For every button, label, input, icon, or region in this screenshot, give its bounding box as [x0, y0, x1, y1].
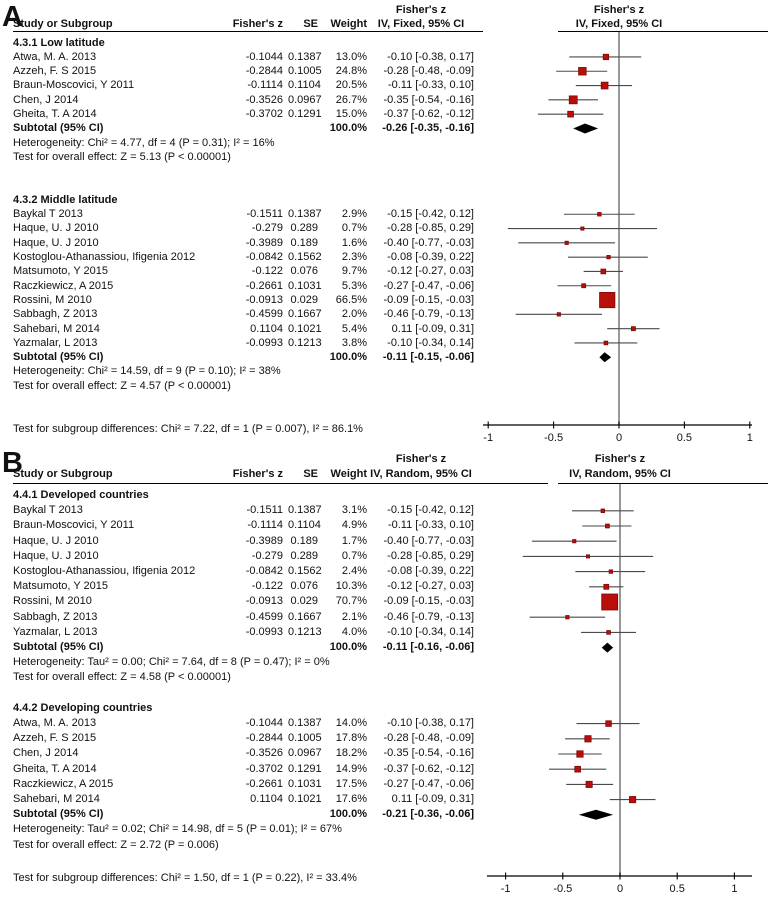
study-ci-text: -0.46 [-0.79, -0.13]	[383, 308, 474, 321]
study-ci-text: -0.37 [-0.62, -0.12]	[383, 108, 474, 120]
overall-effect-test-text: Test for overall effect: Z = 5.13 (P < 0.00001)	[13, 150, 231, 163]
study-row	[0, 336, 768, 350]
subtotal-row	[0, 121, 768, 135]
study-name: Raczkiewicz, A 2015	[13, 777, 114, 790]
study-row	[0, 746, 768, 761]
study-se-value: 0.189	[290, 236, 318, 249]
column-header-se: SE	[303, 18, 318, 30]
study-se-value: 0.029	[290, 595, 318, 608]
study-effect-value: -0.122	[251, 580, 283, 593]
column-header-study: Study or Subgroup	[13, 18, 113, 30]
x-axis-tick-label: -1	[500, 883, 511, 895]
effect-header-plot: Fisher's z	[593, 4, 645, 16]
study-ci-text: -0.35 [-0.54, -0.16]	[383, 93, 474, 106]
study-se-value: 0.1005	[288, 65, 322, 78]
study-weight-value: 9.7%	[341, 265, 367, 278]
study-name: Sahebari, M 2014	[13, 793, 100, 805]
study-ci-text: -0.27 [-0.47, -0.06]	[383, 777, 474, 790]
study-weight-value: 0.7%	[341, 549, 367, 562]
study-effect-value: -0.3526	[245, 93, 283, 106]
study-name: Baykal T 2013	[13, 504, 83, 517]
study-ci-text: 0.11 [-0.09, 0.31]	[391, 322, 474, 335]
test-row	[0, 670, 768, 685]
study-row	[0, 78, 768, 92]
study-row	[0, 503, 768, 518]
study-se-value: 0.1021	[288, 793, 322, 805]
study-ci-text: -0.11 [-0.33, 0.10]	[387, 519, 474, 532]
column-header-method-stats: IV, Fixed, 95% CI	[377, 18, 465, 30]
study-se-value: 0.1387	[288, 504, 322, 517]
study-row	[0, 716, 768, 731]
subtotal-weight-value: 100.0%	[329, 122, 367, 135]
study-se-value: 0.1667	[288, 610, 322, 623]
subgroup-differences-text: Test for subgroup differences: Chi² = 7.22, df = 1 (P = 0.007), I² = 86.1%	[13, 423, 363, 435]
study-se-value: 0.1387	[288, 50, 322, 63]
study-weight-value: 13.0%	[335, 50, 367, 63]
study-row	[0, 518, 768, 533]
study-weight-value: 5.4%	[341, 322, 367, 335]
study-se-value: 0.1021	[288, 322, 322, 335]
study-se-value: 0.1387	[288, 208, 322, 221]
study-name: Braun-Moscovici, Y 2011	[13, 79, 135, 92]
study-ci-text: -0.09 [-0.15, -0.03]	[383, 293, 474, 306]
subtotal-row	[0, 350, 768, 364]
study-se-value: 0.189	[290, 534, 318, 547]
study-name: Gheita, T. A 2014	[13, 108, 97, 120]
subgroup-title: 4.4.2 Developing countries	[13, 701, 153, 714]
test-row	[0, 838, 768, 853]
study-name: Rossini, M 2010	[13, 293, 92, 306]
subtotal-row	[0, 640, 768, 655]
header-underline-left	[13, 31, 483, 32]
subgroup-differences-row	[0, 871, 768, 885]
study-se-value: 0.1213	[288, 625, 322, 638]
study-name: Rossini, M 2010	[13, 595, 92, 608]
study-se-value: 0.0967	[288, 93, 322, 106]
study-weight-value: 66.5%	[335, 293, 367, 306]
study-se-value: 0.1291	[288, 762, 322, 775]
column-header-effect: Fisher's z	[232, 18, 283, 30]
study-se-value: 0.1031	[288, 279, 322, 292]
panel-label-a: A	[2, 1, 23, 33]
study-effect-value: -0.279	[251, 549, 283, 562]
header-underline-plot	[558, 31, 768, 32]
x-axis-tick-label: -0.5	[553, 883, 573, 895]
study-name: Sahebari, M 2014	[13, 322, 100, 335]
subtotal-label: Subtotal (95% CI)	[13, 641, 104, 653]
study-effect-value: -0.1044	[245, 717, 283, 729]
column-header-se: SE	[303, 468, 318, 480]
study-effect-value: -0.279	[251, 222, 283, 235]
study-weight-value: 17.8%	[335, 732, 367, 745]
effect-header-stats: Fisher's z	[395, 453, 447, 465]
study-row	[0, 221, 768, 235]
study-weight-value: 26.7%	[335, 93, 367, 106]
heterogeneity-text: Heterogeneity: Chi² = 4.77, df = 4 (P = 0.31); I² = 16%	[13, 136, 275, 149]
study-row	[0, 579, 768, 594]
study-row	[0, 322, 768, 336]
subgroup-title: 4.3.2 Middle latitude	[13, 193, 118, 206]
study-row	[0, 264, 768, 278]
subtotal-weight-value: 100.0%	[329, 351, 367, 364]
study-effect-value: -0.1114	[247, 79, 283, 92]
study-row	[0, 549, 768, 564]
study-name: Kostoglou-Athanassiou, Ifigenia 2012	[13, 565, 196, 577]
study-weight-value: 15.0%	[335, 108, 367, 120]
study-ci-text: -0.28 [-0.48, -0.09]	[383, 65, 474, 78]
study-ci-text: -0.08 [-0.39, 0.22]	[387, 251, 474, 263]
x-axis-tick-label: 0.5	[676, 432, 693, 444]
study-effect-value: -0.2844	[245, 65, 283, 78]
study-name: Raczkiewicz, A 2015	[13, 279, 114, 292]
study-se-value: 0.1104	[288, 519, 321, 532]
study-weight-value: 17.6%	[335, 793, 367, 805]
subtotal-weight-value: 100.0%	[329, 641, 367, 653]
study-row	[0, 792, 768, 807]
study-name: Yazmalar, L 2013	[13, 336, 98, 349]
study-se-value: 0.076	[290, 580, 318, 593]
study-name: Matsumoto, Y 2015	[13, 265, 108, 278]
study-effect-value: -0.2661	[245, 279, 283, 292]
study-name: Haque, U. J 2010	[13, 534, 99, 547]
study-ci-text: -0.40 [-0.77, -0.03]	[383, 534, 474, 547]
study-weight-value: 20.5%	[335, 79, 367, 92]
study-row	[0, 564, 768, 579]
study-ci-text: -0.12 [-0.27, 0.03]	[387, 265, 474, 278]
study-row	[0, 250, 768, 264]
column-header-study: Study or Subgroup	[13, 468, 113, 480]
study-ci-text: -0.35 [-0.54, -0.16]	[383, 747, 474, 760]
het-row	[0, 655, 768, 670]
study-se-value: 0.1213	[288, 336, 322, 349]
study-ci-text: -0.10 [-0.38, 0.17]	[387, 50, 474, 63]
study-effect-value: -0.3526	[245, 747, 283, 760]
study-row	[0, 64, 768, 78]
study-se-value: 0.1005	[288, 732, 322, 745]
effect-header-plot: Fisher's z	[594, 453, 646, 465]
study-name: Haque, U. J 2010	[13, 222, 99, 235]
study-row	[0, 534, 768, 549]
study-weight-value: 1.7%	[341, 534, 367, 547]
subtotal-label: Subtotal (95% CI)	[13, 351, 104, 364]
study-row	[0, 279, 768, 293]
study-ci-text: -0.27 [-0.47, -0.06]	[383, 279, 474, 292]
study-weight-value: 2.1%	[341, 610, 367, 623]
study-ci-text: -0.08 [-0.39, 0.22]	[387, 565, 474, 577]
study-weight-value: 10.3%	[335, 580, 367, 593]
study-ci-text: -0.40 [-0.77, -0.03]	[383, 236, 474, 249]
study-weight-value: 1.6%	[341, 236, 367, 249]
het-row	[0, 364, 768, 378]
header-underline-left	[13, 483, 548, 484]
study-ci-text: -0.10 [-0.34, 0.14]	[387, 625, 474, 638]
study-name: Haque, U. J 2010	[13, 549, 99, 562]
study-weight-value: 4.0%	[341, 625, 367, 638]
overall-effect-test-text: Test for overall effect: Z = 4.57 (P < 0.00001)	[13, 379, 231, 392]
column-header-method-stats: IV, Random, 95% CI	[370, 468, 472, 480]
subtotal-weight-value: 100.0%	[329, 808, 367, 821]
study-weight-value: 2.9%	[341, 208, 367, 221]
study-row	[0, 594, 768, 609]
study-effect-value: -0.4599	[245, 610, 283, 623]
sec-row	[0, 36, 768, 50]
subgroup-differences-row	[0, 422, 768, 436]
study-effect-value: -0.4599	[245, 308, 283, 321]
study-effect-value: -0.0842	[245, 251, 283, 263]
study-name: Chen, J 2014	[13, 93, 79, 106]
study-effect-value: -0.1511	[246, 208, 283, 221]
overall-effect-test-text: Test for overall effect: Z = 4.58 (P < 0.00001)	[13, 671, 231, 684]
study-effect-value: 0.1104	[250, 793, 283, 805]
subtotal-ci-text: -0.11 [-0.16, -0.06]	[382, 641, 474, 653]
subtotal-label: Subtotal (95% CI)	[13, 808, 104, 821]
column-header-method-plot: IV, Random, 95% CI	[569, 468, 671, 480]
column-header-weight: Weight	[330, 18, 367, 30]
sec-row	[0, 193, 768, 207]
study-weight-value: 14.9%	[335, 762, 367, 775]
study-effect-value: -0.1114	[247, 519, 283, 532]
study-se-value: 0.029	[290, 293, 318, 306]
study-ci-text: -0.37 [-0.62, -0.12]	[383, 762, 474, 775]
study-weight-value: 3.1%	[341, 504, 367, 517]
study-weight-value: 2.4%	[341, 565, 367, 577]
study-weight-value: 70.7%	[335, 595, 367, 608]
study-se-value: 0.1562	[288, 565, 322, 577]
study-name: Chen, J 2014	[13, 747, 79, 760]
study-name: Atwa, M. A. 2013	[13, 50, 97, 63]
study-ci-text: -0.28 [-0.48, -0.09]	[383, 732, 474, 745]
study-row	[0, 777, 768, 792]
study-name: Baykal T 2013	[13, 208, 83, 221]
study-row	[0, 207, 768, 221]
study-name: Sabbagh, Z 2013	[13, 308, 98, 321]
column-header-effect: Fisher's z	[232, 468, 283, 480]
sec-row	[0, 701, 768, 716]
study-se-value: 0.1104	[288, 79, 321, 92]
study-row	[0, 762, 768, 777]
test-row	[0, 379, 768, 393]
study-effect-value: -0.0842	[245, 565, 283, 577]
subgroup-differences-text: Test for subgroup differences: Chi² = 1.50, df = 1 (P = 0.22), I² = 33.4%	[13, 872, 357, 884]
study-effect-value: -0.0993	[245, 625, 283, 638]
x-axis-tick-label: 1	[731, 883, 738, 895]
column-header-weight: Weight	[330, 468, 367, 480]
study-se-value: 0.1031	[288, 777, 322, 790]
study-effect-value: -0.2844	[245, 732, 283, 745]
study-name: Kostoglou-Athanassiou, Ifigenia 2012	[13, 251, 196, 263]
subtotal-ci-text: -0.11 [-0.15, -0.06]	[382, 351, 474, 364]
subtotal-ci-text: -0.26 [-0.35, -0.16]	[382, 122, 474, 135]
study-effect-value: -0.0913	[245, 293, 283, 306]
study-effect-value: -0.122	[251, 265, 283, 278]
test-row	[0, 150, 768, 164]
subtotal-ci-text: -0.21 [-0.36, -0.06]	[382, 808, 474, 821]
study-se-value: 0.1667	[288, 308, 322, 321]
header-underline-plot	[558, 483, 768, 484]
study-name: Matsumoto, Y 2015	[13, 580, 108, 593]
study-weight-value: 24.8%	[335, 65, 367, 78]
study-se-value: 0.1387	[288, 717, 322, 729]
subgroup-title: 4.4.1 Developed countries	[13, 489, 149, 501]
study-weight-value: 4.9%	[341, 519, 367, 532]
heterogeneity-text: Heterogeneity: Chi² = 14.59, df = 9 (P = 0.10); I² = 38%	[13, 365, 281, 378]
study-weight-value: 2.3%	[341, 251, 367, 263]
study-row	[0, 236, 768, 250]
study-row	[0, 625, 768, 640]
study-weight-value: 18.2%	[335, 747, 367, 760]
heterogeneity-text: Heterogeneity: Tau² = 0.00; Chi² = 7.64, df = 8 (P = 0.47); I² = 0%	[13, 656, 330, 669]
study-effect-value: -0.2661	[245, 777, 283, 790]
study-ci-text: -0.11 [-0.33, 0.10]	[387, 79, 474, 92]
sec-row	[0, 488, 768, 503]
study-weight-value: 17.5%	[335, 777, 367, 790]
study-row	[0, 307, 768, 321]
x-axis-tick-label: 0	[615, 432, 623, 444]
study-name: Braun-Moscovici, Y 2011	[13, 519, 135, 532]
study-row	[0, 293, 768, 307]
study-se-value: 0.289	[290, 549, 318, 562]
effect-header-stats: Fisher's z	[395, 4, 447, 16]
study-effect-value: -0.0993	[245, 336, 283, 349]
x-axis-tick-label: 0.5	[669, 883, 685, 895]
study-weight-value: 14.0%	[335, 717, 367, 729]
study-ci-text: -0.15 [-0.42, 0.12]	[387, 504, 474, 517]
study-effect-value: 0.1104	[250, 322, 283, 335]
study-ci-text: -0.28 [-0.85, 0.29]	[387, 222, 474, 235]
study-se-value: 0.076	[290, 265, 318, 278]
study-ci-text: -0.12 [-0.27, 0.03]	[387, 580, 474, 593]
study-weight-value: 0.7%	[341, 222, 367, 235]
het-row	[0, 136, 768, 150]
study-ci-text: -0.10 [-0.34, 0.14]	[387, 336, 474, 349]
x-axis-tick-label: 1	[746, 432, 753, 444]
study-effect-value: -0.3989	[245, 534, 283, 547]
panel-label-b: B	[2, 447, 23, 479]
x-axis-tick-label: 0	[616, 883, 624, 895]
x-axis-tick-label: -0.5	[544, 432, 564, 444]
subgroup-title: 4.3.1 Low latitude	[13, 36, 105, 49]
study-ci-text: -0.46 [-0.79, -0.13]	[383, 610, 474, 623]
study-ci-text: -0.10 [-0.38, 0.17]	[387, 717, 474, 729]
study-effect-value: -0.3702	[245, 762, 283, 775]
overall-effect-test-text: Test for overall effect: Z = 2.72 (P = 0.006)	[13, 838, 219, 851]
study-name: Sabbagh, Z 2013	[13, 610, 98, 623]
study-weight-value: 5.3%	[341, 279, 367, 292]
study-effect-value: -0.3702	[245, 108, 283, 120]
study-row	[0, 93, 768, 107]
x-axis-tick-label: -1	[483, 432, 494, 444]
study-effect-value: -0.3989	[245, 236, 283, 249]
subtotal-row	[0, 807, 768, 822]
study-effect-value: -0.1044	[245, 50, 283, 63]
study-name: Azzeh, F. S 2015	[13, 65, 97, 78]
study-weight-value: 2.0%	[341, 308, 367, 321]
study-name: Yazmalar, L 2013	[13, 625, 98, 638]
study-name: Azzeh, F. S 2015	[13, 732, 97, 745]
study-se-value: 0.0967	[288, 747, 322, 760]
study-se-value: 0.1562	[288, 251, 322, 263]
study-row	[0, 107, 768, 121]
study-ci-text: -0.15 [-0.42, 0.12]	[387, 208, 474, 221]
study-ci-text: 0.11 [-0.09, 0.31]	[391, 793, 474, 805]
column-header-method-plot: IV, Fixed, 95% CI	[575, 18, 663, 30]
study-ci-text: -0.28 [-0.85, 0.29]	[387, 549, 474, 562]
study-effect-value: -0.1511	[246, 504, 283, 517]
study-effect-value: -0.0913	[245, 595, 283, 608]
study-name: Haque, U. J 2010	[13, 236, 99, 249]
study-weight-value: 3.8%	[341, 336, 367, 349]
study-ci-text: -0.09 [-0.15, -0.03]	[383, 595, 474, 608]
study-row	[0, 610, 768, 625]
study-name: Atwa, M. A. 2013	[13, 717, 97, 729]
heterogeneity-text: Heterogeneity: Tau² = 0.02; Chi² = 14.98, df = 5 (P = 0.01); I² = 67%	[13, 823, 342, 836]
subtotal-label: Subtotal (95% CI)	[13, 122, 104, 135]
study-row	[0, 50, 768, 64]
study-name: Gheita, T. A 2014	[13, 762, 97, 775]
het-row	[0, 822, 768, 837]
study-row	[0, 731, 768, 746]
study-se-value: 0.289	[290, 222, 318, 235]
study-se-value: 0.1291	[288, 108, 322, 120]
